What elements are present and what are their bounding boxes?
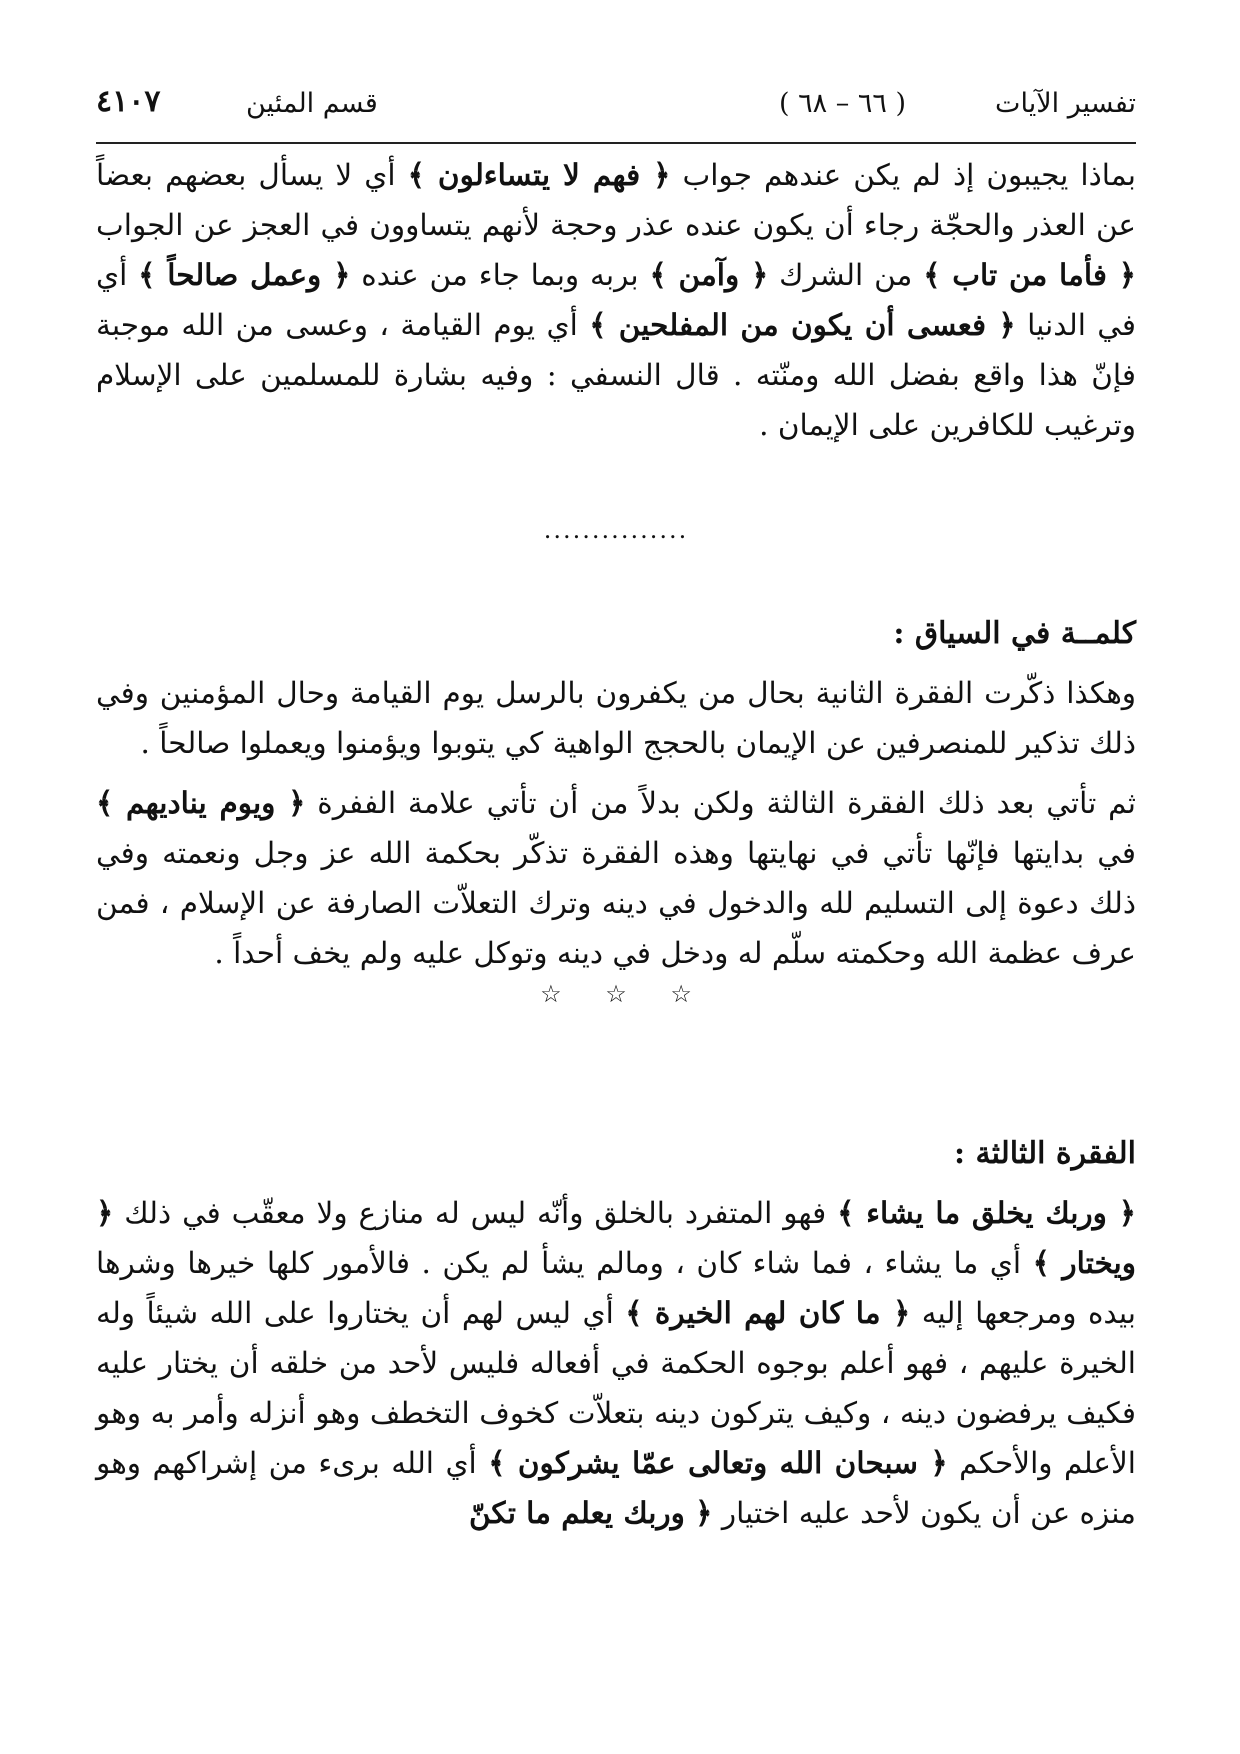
paragraph-1: [96, 150, 1136, 450]
section-stars: [96, 980, 1136, 1008]
quran-quote: ﴿ فهم لا يتساءلون ﴾: [407, 157, 671, 192]
heading-third-passage: الفقرة الثالثة :: [953, 1136, 1136, 1171]
quran-quote: ﴿ وربك يعلم ما تكنّ: [468, 1495, 713, 1530]
paragraph-2: وهكذا ذكّرت الفقرة الثانية بحال من يكفرون بالرسل يوم القيامة وحال المؤمنين وفي ذلك تذكير للمنصرفين عن الإيمان بالحجج الواهية كي يتوبوا ويؤمنوا ويعملوا صالحاً .: [96, 676, 1136, 760]
text-run: أي في الدنيا: [96, 258, 1136, 342]
text-run: أي الله برىء من إشراكهم وهو منزه عن أن يكون لأحد عليه اختيار: [96, 1446, 1136, 1530]
running-head-verse-range: ( ٦٦ – ٦٨ ): [779, 88, 906, 119]
paragraph-4: [96, 1188, 1136, 1538]
page: [96, 78, 1136, 1718]
star-icon: ☆: [670, 980, 692, 1008]
header-rule: [96, 142, 1136, 144]
quran-quote: ﴿ فعسى أن يكون من المفلحين ﴾: [589, 307, 1016, 342]
quran-quote: ﴿ وربك يخلق ما يشاء ﴾: [837, 1195, 1136, 1230]
heading-context: كلمــة في السياق :: [893, 616, 1136, 651]
quran-quote: ﴿ وعمل صالحاً ﴾: [138, 257, 351, 292]
quran-quote: ﴿ سبحان الله وتعالى عمّا يشركون ﴾: [488, 1445, 948, 1480]
text-run: بربه وبما جاء من عنده: [350, 258, 650, 292]
text-run: من الشرك: [768, 258, 924, 292]
text-run: بماذا يجيبون إذ لم يكن عندهم جواب: [670, 158, 1136, 192]
paragraph-3: [96, 778, 1136, 978]
running-head-title: تفسير الآيات: [995, 88, 1136, 119]
text-run: أي ليس لهم أن يختاروا على الله شيئاً وله الخيرة عليهم ، فهو أعلم بوجوه الحكمة في أفعاله فليس لأحد من خلقه أن يختار عليه فكيف يرفضون دينه ، وكيف يتركون دينه بتعلاّت كخوف التخطف وهو أنزله وأمر به وهو الأعلم والأحكم: [96, 1296, 1136, 1480]
text-run: أي يوم القيامة ، وعسى من الله موجبة فإنّ هذا واقع بفضل الله ومنّته . قال النسفي : وفيه بشارة للمسلمين على الإسلام وترغيب للكافرين على الإيمان .: [96, 308, 1136, 442]
quran-quote: ﴿ وآمن ﴾: [649, 257, 769, 292]
text-run: في بدايتها فإنّها تأتي في نهايتها وهذه الفقرة تذكّر بحكمة الله عز وجل ونعمته وفي ذلك دعوة إلى التسليم لله والدخول في دينه وترك التعلاّت الصارفة عن الإسلام ، فمن عرف عظمة الله وحكمته سلّم له ودخل في دينه وتوكل عليه ولم يخف أحداً .: [96, 836, 1136, 970]
quran-quote: ﴿ فأما من تاب ﴾: [923, 257, 1136, 292]
text-run: فهو المتفرد بالخلق وأنّه ليس له منازع ولا معقّب في ذلك: [113, 1196, 838, 1230]
running-head: [96, 78, 1136, 138]
quran-quote: ﴿ ما كان لهم الخيرة ﴾: [625, 1295, 911, 1330]
page-number: ٤١٠٧: [96, 84, 161, 119]
running-head-section: قسم المئين: [246, 88, 378, 119]
text-run: أي لا يسأل بعضهم بعضاً عن العذر والحجّة رجاء أن يكون عنده عذر وحجة لأنهم يتساوون في العجز عن الجواب: [96, 158, 1136, 242]
text-run: أي ما يشاء ، فما شاء كان ، ومالم يشأ لم يكن . فالأمور كلها خيرها وشرها بيده ومرجعها إليه: [96, 1246, 1136, 1330]
separator-dots: ...............: [543, 516, 689, 544]
quran-quote: ﴿ ويختار ﴾: [96, 1195, 1136, 1280]
star-icon: ☆: [540, 980, 562, 1008]
quran-quote: ﴿ ويوم يناديهم ﴾: [96, 785, 306, 820]
star-icon: ☆: [605, 980, 627, 1008]
text-run: ثم تأتي بعد ذلك الفقرة الثالثة ولكن بدلاً من أن تأتي علامة الففرة: [305, 786, 1136, 820]
